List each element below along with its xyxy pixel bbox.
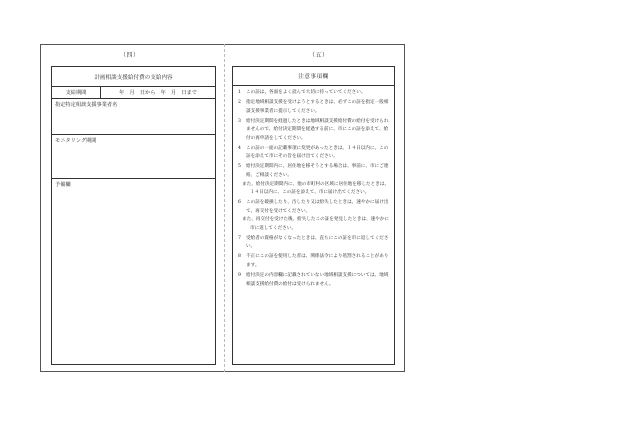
monitoring-period-field: [52, 135, 215, 179]
benefit-details-title: 計画相談支援給付費の支給内容: [52, 67, 215, 87]
designated-office-label: 指定特定相談支援事業者名: [55, 102, 118, 108]
notice-text: この証を破損したり、汚したり又は紛失したときは、速やかに届け出て、再交付を受けてください。: [246, 200, 389, 214]
notice-text: この証の一面の記載事項に変更があったときは、１４日以内に、この証を添えて市にその旨を届け出てください。: [246, 145, 389, 160]
designated-office-field: [52, 99, 215, 135]
notice-item: [238, 235, 389, 252]
notes-list: [233, 86, 394, 289]
notice-number: 8: [238, 254, 241, 260]
notice-item: [238, 272, 389, 289]
notice-subtext: また、給付決定期間内に、他の市町村の区域に居住地を移したときは、１４日以内に、この証を添えて、市に届け出てください。: [242, 181, 390, 196]
notice-number: 6: [238, 200, 241, 206]
notice-number: 9: [238, 273, 241, 278]
monitoring-period-label: モニタリング期間: [55, 138, 97, 144]
notice-item: [238, 99, 389, 116]
reserve-field: [52, 179, 215, 366]
notice-text: 給付決定期間内に、居住地を移そうとする場合は、事前に、市にご連絡、ご相談ください。: [246, 164, 389, 178]
notice-text: 給付決定期間を経過したときは地域相談支援給付費の給付を受けられませんので、給付決定期間を経過する前に、市にこの証を添えて、給付の再申請をしてください。: [246, 118, 389, 141]
notice-item: [238, 253, 389, 270]
notice-text: 受給者の資格がなくなったときは、直ちにこの証を市に返してください。: [246, 235, 389, 250]
notice-subtext: また、再交付を受けた後、紛失したこの証を発見したときは、速やかに市に返してください。: [242, 217, 390, 231]
notice-text: この証は、各面をよく読んで大切に持っていてください。: [246, 90, 366, 95]
reserve-label: 予備欄: [55, 182, 71, 188]
notice-item: [238, 145, 389, 162]
notice-number: 5: [238, 164, 241, 170]
notice-item: [238, 199, 389, 233]
fold-line: [224, 44, 225, 372]
notice-number: 7: [238, 235, 241, 241]
notice-item: [238, 118, 389, 144]
payment-period-value: 年 月 日から 年 月 日まで: [119, 90, 197, 96]
notice-item: [238, 163, 389, 197]
notice-item: [238, 89, 389, 98]
notice-number: 1: [238, 90, 241, 95]
notes-table: [232, 66, 395, 365]
page-number-right: （五）: [309, 52, 329, 59]
payment-period-row: [52, 87, 215, 99]
notice-text: 指定地域相談支援を受けようとするときは、必ずこの証を指定一般相談支援事業者に提示してください。: [246, 99, 389, 114]
page-number-left: （四）: [120, 52, 140, 59]
notice-text: 不正にこの証を使用した者は、関係法令により処罰されることがあります。: [246, 254, 389, 269]
payment-period-label: 支給期間: [52, 87, 101, 98]
benefit-details-table: [51, 66, 216, 365]
notice-text: 給付決定の内容欄に記載されていない地域相談支援については、地域相談支援給付費の給付は受けられません。: [246, 273, 389, 287]
notice-number: 2: [238, 99, 241, 105]
notice-number: 4: [238, 145, 241, 151]
notice-number: 3: [238, 118, 241, 124]
notes-title: 注意事項欄: [233, 67, 394, 86]
